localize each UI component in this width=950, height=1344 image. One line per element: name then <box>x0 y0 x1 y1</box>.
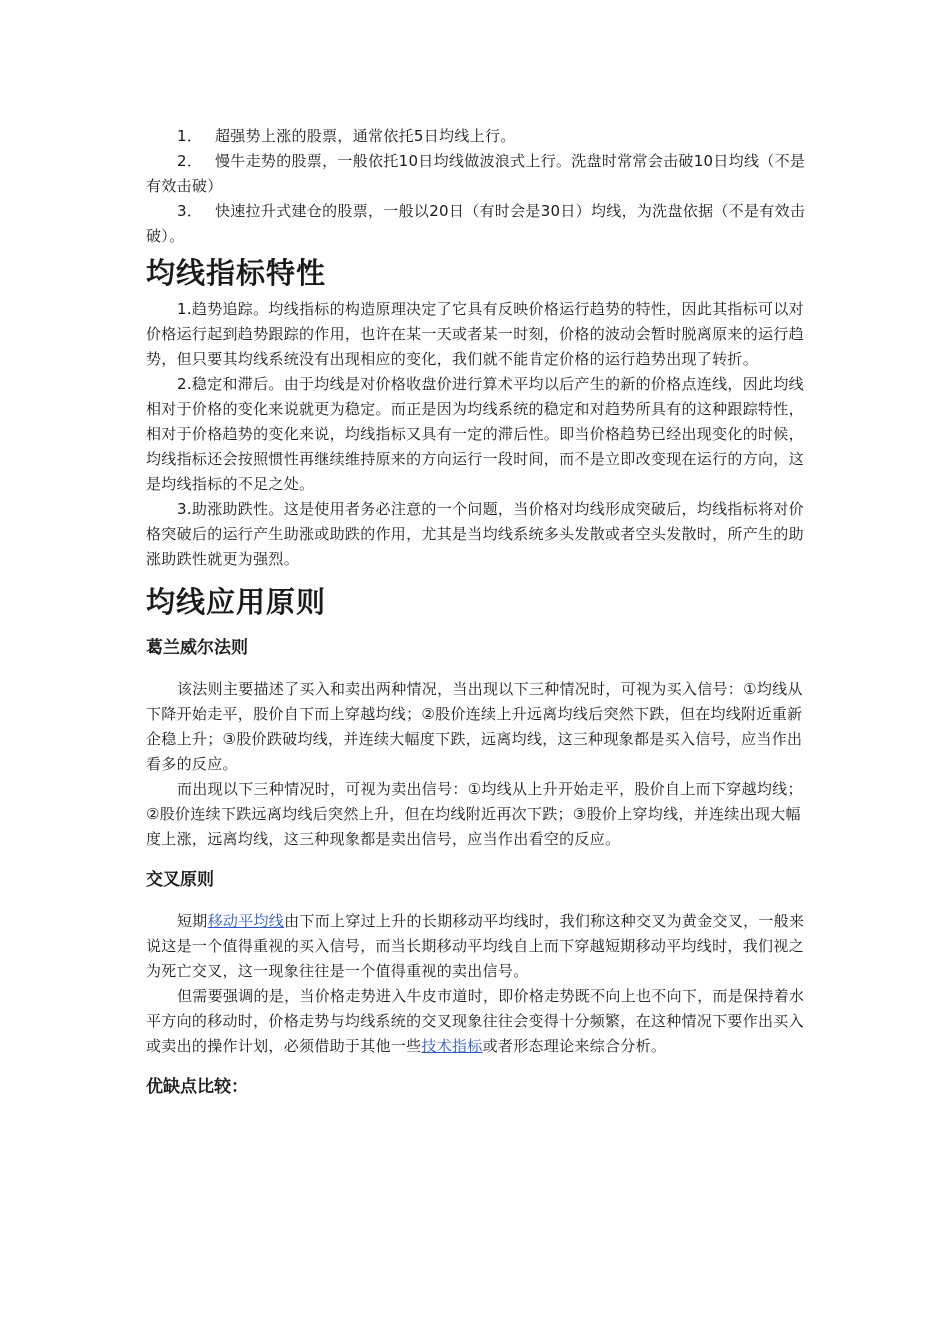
list-text: 快速拉升式建仓的股票，一般以20日（有时会是30日）均线，为洗盘依据（不是有效击破）。 <box>146 202 806 245</box>
list-item-3 <box>146 199 812 249</box>
list-text: 超强势上涨的股票，通常依托5日均线上行。 <box>215 127 516 145</box>
text-segment: 或者形态理论来综合分析。 <box>482 1037 667 1055</box>
paragraph-sideways-market <box>146 984 812 1059</box>
list-item-1 <box>146 124 812 149</box>
paragraph-sell-signals: 而出现以下三种情况时，可视为卖出信号：①均线从上升开始走平，股价自上而下穿越均线；②股价连续下跌远离均线后突然上升，但在均线附近再次下跌；③股价上穿均线，并连续出现大幅度上涨，远离均线，这三种现象都是卖出信号，应当作出看空的反应。 <box>146 780 803 848</box>
link-moving-average[interactable]: 移动平均线 <box>207 912 285 930</box>
paragraph-golden-cross <box>146 909 812 984</box>
text-segment: 短期 <box>177 912 208 930</box>
paragraph-boost-effect: 3.助涨助跌性。这是使用者务必注意的一个问题，当价格对均线形成突破后，均线指标将对价格突破后的运行产生助涨或助跌的作用，尤其是当均线系统多头发散或者空头发散时，所产生的助涨助跌性就更为强烈。 <box>146 500 804 568</box>
list-number: 2． <box>177 152 203 170</box>
heading-ma-characteristics: 均线指标特性 <box>146 256 327 290</box>
heading-cross-rule: 交叉原则 <box>146 870 214 890</box>
paragraph-buy-signals: 该法则主要描述了买入和卖出两种情况，当出现以下三种情况时，可视为买入信号：①均线从下降开始走平，股价自下而上穿越均线；②股价连续上升远离均线后突然下跌，但在均线附近重新企稳上升；③股价跌破均线，并连续大幅度下跌，远离均线，这三种现象都是买入信号，应当作出看多的反应。 <box>146 680 803 773</box>
heading-granville-rule: 葛兰威尔法则 <box>146 638 248 658</box>
text-segment: 由下而上穿过上升的长期移动平均线时，我们称这种交叉为黄金交叉，一般来说这是一个值得重视的买入信号，而当长期移动平均线自上而下穿越短期移动平均线时，我们视之为死亡交叉，这一现象往往是一个值得重视的卖出信号。 <box>146 912 805 980</box>
list-number: 1． <box>177 127 203 145</box>
link-technical-indicators[interactable]: 技术指标 <box>421 1037 483 1055</box>
heading-ma-principles: 均线应用原则 <box>146 585 327 619</box>
document-page <box>146 124 812 1100</box>
list-text: 慢牛走势的股票，一般依托10日均线做波浪式上行。洗盘时常常会击破10日均线（不是有效击破） <box>146 152 806 195</box>
heading-pros-cons: 优缺点比较： <box>146 1077 248 1097</box>
list-item-2 <box>146 149 812 199</box>
text-segment: 但需要强调的是，当价格走势进入牛皮市道时，即价格走势既不向上也不向下，而是保持着水平方向的移动时，价格走势与均线系统的交叉现象往往会变得十分频繁，在这种情况下要作出买入或卖出的操作计划，必须借助于其他一些 <box>146 987 805 1055</box>
list-number: 3． <box>177 202 203 220</box>
paragraph-trend-tracking: 1.趋势追踪。均线指标的构造原理决定了它具有反映价格运行趋势的特性，因此其指标可以对价格运行起到趋势跟踪的作用，也许在某一天或者某一时刻，价格的波动会暂时脱离原来的运行趋势，但只要其均线系统没有出现相应的变化，我们就不能肯定价格的运行趋势出现了转折。 <box>146 300 804 368</box>
paragraph-stability-lag: 2.稳定和滞后。由于均线是对价格收盘价进行算术平均以后产生的新的价格点连线，因此均线相对于价格的变化来说就更为稳定。而正是因为均线系统的稳定和对趋势所具有的这种跟踪特性，相对于价格趋势的变化来说，均线指标又具有一定的滞后性。即当价格趋势已经出现变化的时候，均线指标还会按照惯性再继续维持原来的方向运行一段时间，而不是立即改变现在运行的方向，这是均线指标的不足之处。 <box>146 375 804 493</box>
